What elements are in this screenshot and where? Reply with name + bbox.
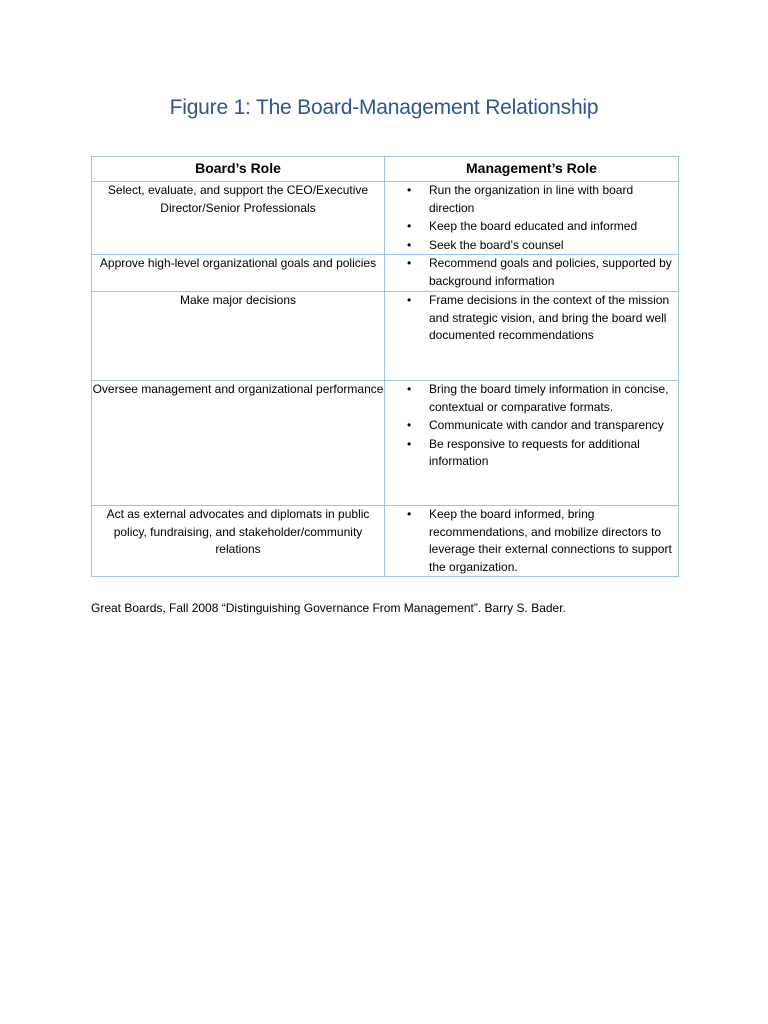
roles-table	[91, 156, 679, 577]
table-row	[92, 182, 679, 255]
list-item: • Recommend goals and policies, supported by background information	[385, 255, 678, 290]
list-item: • Keep the board educated and informed	[385, 218, 678, 236]
management-role-cell	[385, 182, 679, 255]
table-header-row	[92, 157, 679, 182]
table-row	[92, 255, 679, 292]
citation-text: Great Boards, Fall 2008 “Distinguishing Governance From Management”. Barry S. Bader.	[91, 601, 566, 615]
management-role-cell	[385, 506, 679, 577]
board-role-cell: Make major decisions	[92, 292, 385, 381]
list-item: • Bring the board timely information in concise, contextual or comparative formats.	[385, 381, 678, 416]
list-item: • Keep the board informed, bring recommendations, and mobilize directors to leverage their external connections to support the organization.	[385, 506, 678, 576]
table-row	[92, 292, 679, 381]
list-item: • Seek the board’s counsel	[385, 237, 678, 255]
table-row	[92, 381, 679, 506]
header-management-role: Management’s Role	[385, 157, 679, 182]
list-item: • Communicate with candor and transparency	[385, 417, 678, 435]
management-role-list	[385, 292, 678, 345]
header-board-role: Board’s Role	[92, 157, 385, 182]
management-role-list	[385, 255, 678, 290]
board-role-cell: Select, evaluate, and support the CEO/Executive Director/Senior Professionals	[92, 182, 385, 255]
board-role-cell: Approve high-level organizational goals and policies	[92, 255, 385, 292]
board-role-cell: Oversee management and organizational performance	[92, 381, 385, 506]
list-item: • Frame decisions in the context of the mission and strategic vision, and bring the board well documented recommendations	[385, 292, 678, 345]
table-row	[92, 506, 679, 577]
management-role-cell	[385, 381, 679, 506]
board-role-cell: Act as external advocates and diplomats in public policy, fundraising, and stakeholder/community relations	[92, 506, 385, 577]
list-item: • Be responsive to requests for additional information	[385, 436, 678, 471]
figure-title: Figure 1: The Board-Management Relationship	[169, 96, 599, 119]
management-role-list	[385, 182, 678, 254]
list-item: • Run the organization in line with board direction	[385, 182, 678, 217]
management-role-list	[385, 381, 678, 471]
management-role-cell	[385, 255, 679, 292]
management-role-list	[385, 506, 678, 576]
management-role-cell	[385, 292, 679, 381]
